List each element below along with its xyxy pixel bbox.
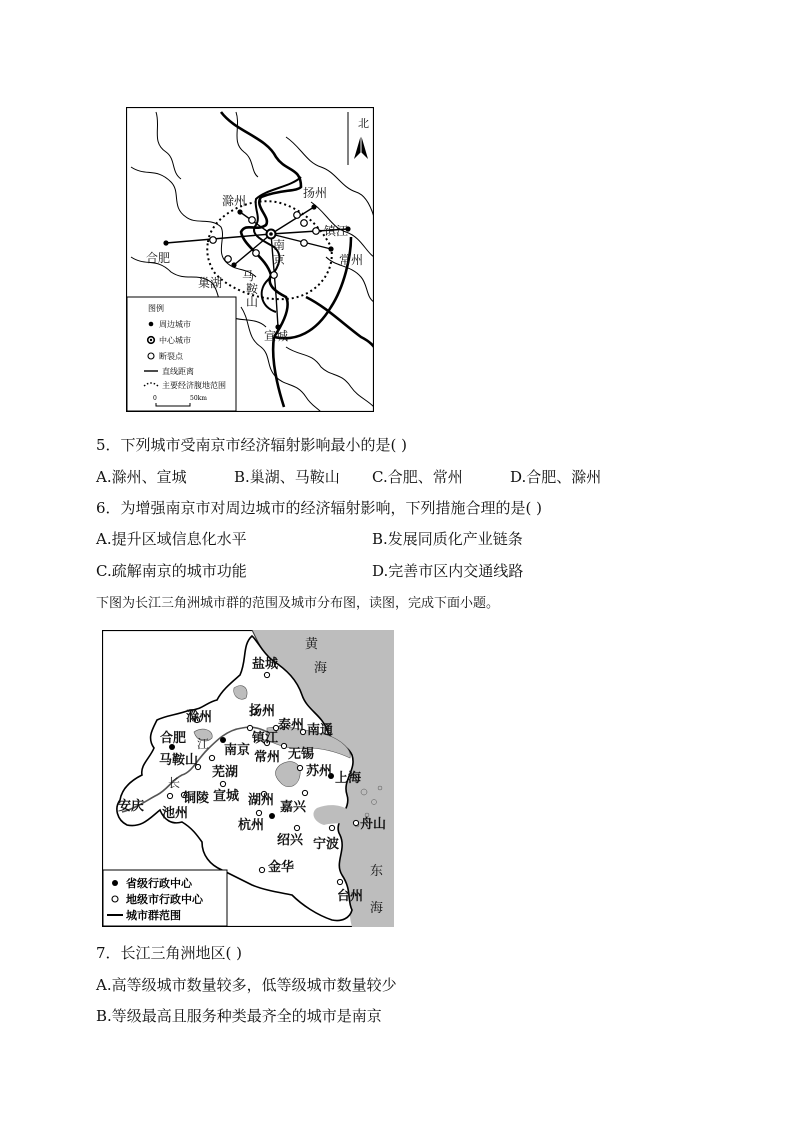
question-5-option-a[interactable]: A.滁州、宣城 — [96, 468, 187, 486]
map2-label-chuzhou: 滁州 — [186, 710, 213, 725]
svg-text:50km: 50km — [190, 395, 207, 402]
map1-label-chaohu: 巢湖 — [198, 276, 223, 290]
map2-label-maanshan: 马鞍山 — [159, 753, 199, 768]
question-5-option-b[interactable]: B.巢湖、马鞍山 — [234, 468, 340, 486]
map2-label-zhoushan: 舟山 — [360, 817, 387, 832]
map2-legend — [103, 870, 227, 926]
map2-label-hangzhou: 杭州 — [238, 818, 265, 833]
map2-label-shaoxing: 绍兴 — [277, 833, 304, 848]
map2-label-yancheng: 盐城 — [252, 657, 279, 672]
map2-label-hefei: 合肥 — [160, 731, 187, 746]
svg-text:中心城市: 中心城市 — [159, 336, 191, 345]
map2-label-yangzhou: 扬州 — [249, 704, 276, 719]
question-6-option-b[interactable]: B.发展同质化产业链条 — [372, 530, 523, 548]
map1-label-ma: 马 — [242, 269, 255, 283]
question-5-option-d[interactable]: D.合肥、滁州 — [510, 468, 602, 486]
map1-label-jing: 京 — [273, 253, 286, 267]
map2-label-changzhou: 常州 — [254, 750, 281, 765]
svg-text:主要经济腹地范围: 主要经济腹地范围 — [162, 381, 226, 390]
question-5-option-c[interactable]: C.合肥、常州 — [372, 468, 463, 486]
map2-label-shanghai: 上海 — [335, 771, 362, 786]
map2-label-nantong: 南通 — [307, 723, 334, 738]
map1-label-yangzhou: 扬州 — [303, 186, 328, 200]
map2-label-wuxi: 无锡 — [288, 747, 315, 762]
question-5-stem: 5．下列城市受南京市经济辐射影响最小的是( ) — [96, 436, 408, 454]
svg-text:断裂点: 断裂点 — [159, 352, 183, 361]
map1-label-xuancheng: 宣城 — [264, 329, 289, 343]
map2-label-xuancheng: 宣城 — [213, 789, 240, 804]
sea-label-huang: 黄 — [305, 637, 319, 652]
map1-label-nan: 南 — [273, 238, 286, 252]
river-label-jiang: 江 — [197, 737, 210, 751]
svg-text:直线距离: 直线距离 — [162, 367, 194, 376]
svg-text:地级市行政中心: 地级市行政中心 — [126, 893, 203, 906]
question-7-option-b[interactable]: B.等级最高且服务种类最齐全的城市是南京 — [96, 1007, 382, 1025]
question-6-stem: 6．为增强南京市对周边城市的经济辐射影响，下列措施合理的是( ) — [96, 499, 543, 517]
map1-label-hefei: 合肥 — [146, 251, 171, 265]
map2-label-zhenjiang: 镇江 — [252, 731, 279, 746]
map2-label-anqing: 安庆 — [118, 799, 145, 814]
svg-text:图例: 图例 — [148, 304, 164, 313]
map2-label-chizhou: 池州 — [162, 806, 189, 821]
svg-text:省级行政中心: 省级行政中心 — [126, 877, 192, 890]
map1-legend — [127, 297, 236, 411]
sea-label-dong: 东 — [370, 864, 384, 879]
section-intro: 下图为长江三角洲城市群的范围及城市分布图，读图，完成下面小题。 — [96, 596, 500, 611]
map1-label-zhenjiang: 镇江 — [324, 224, 349, 238]
svg-text:0: 0 — [153, 395, 157, 402]
sea-label-hai-2: 海 — [370, 901, 384, 916]
question-6-option-d[interactable]: D.完善市区内交通线路 — [372, 562, 524, 580]
map2-label-huzhou: 湖州 — [248, 793, 275, 808]
map1-label-chuzhou: 滁州 — [222, 194, 247, 208]
question-6-option-a[interactable]: A.提升区域信息化水平 — [96, 530, 247, 548]
river-label-chang: 长 — [168, 776, 181, 790]
nanjing-radiation-map — [126, 107, 374, 412]
map2-label-tongling: 铜陵 — [183, 791, 210, 806]
map2-label-ningbo: 宁波 — [313, 837, 340, 852]
svg-text:城市群范围: 城市群范围 — [126, 909, 181, 922]
map2-label-nanjing: 南京 — [224, 743, 251, 758]
map2-label-jinhua: 金华 — [268, 860, 295, 875]
question-6-option-c[interactable]: C.疏解南京的城市功能 — [96, 562, 247, 580]
sea-label-hai-1: 海 — [314, 661, 328, 676]
question-7-stem: 7．长江三角洲地区( ) — [96, 944, 243, 962]
map2-label-taizhou-zj: 台州 — [337, 889, 364, 904]
svg-text:北: 北 — [358, 117, 369, 130]
map1-label-an: 鞍 — [246, 282, 259, 296]
map1-label-changzhou: 常州 — [339, 253, 364, 267]
yangtze-delta-city-map — [102, 630, 394, 927]
map1-label-shan: 山 — [246, 295, 259, 309]
map2-label-suzhou: 苏州 — [306, 764, 333, 779]
svg-text:周边城市: 周边城市 — [159, 320, 191, 329]
map2-label-jiaxing: 嘉兴 — [280, 800, 307, 815]
map2-label-wuhu: 芜湖 — [212, 765, 239, 780]
question-7-option-a[interactable]: A.高等级城市数量较多，低等级城市数量较少 — [96, 976, 397, 994]
map2-label-taizhou-js: 泰州 — [278, 718, 305, 733]
